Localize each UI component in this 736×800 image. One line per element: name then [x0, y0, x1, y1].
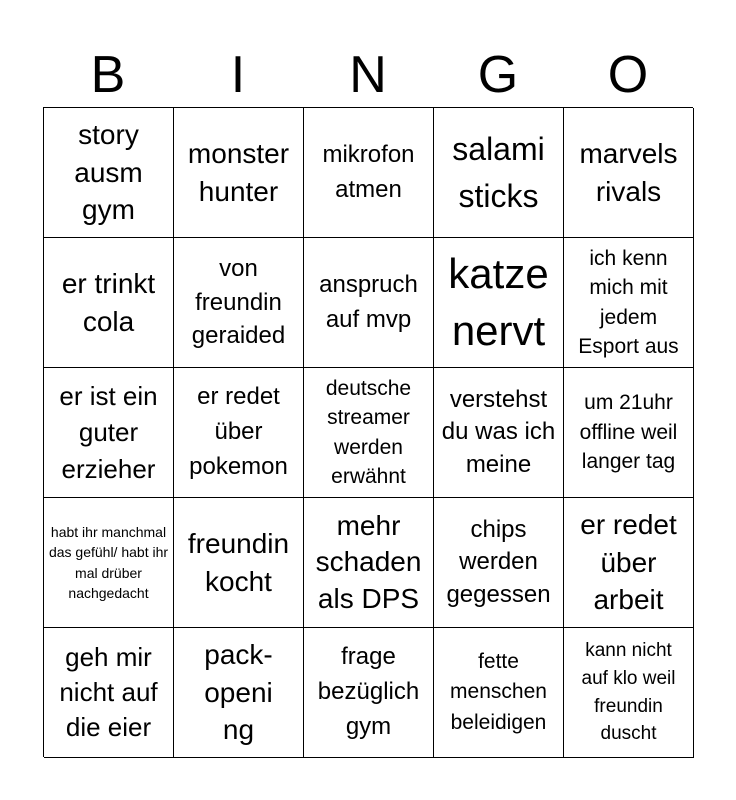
- bingo-cell[interactable]: [434, 368, 564, 498]
- cell-text: marvels rivals: [579, 137, 678, 207]
- cell-text: mikrofon atmen: [322, 140, 415, 203]
- bingo-cell[interactable]: [564, 368, 694, 498]
- cell-text: ich kenn mich mit jedem Esport aus: [578, 246, 679, 358]
- cell-text: story ausm gym: [74, 118, 143, 226]
- bingo-cell[interactable]: [44, 108, 174, 238]
- bingo-cell[interactable]: [174, 628, 304, 758]
- cell-text: kann nicht auf klo weil freundin duscht: [581, 640, 676, 745]
- bingo-cell[interactable]: [174, 238, 304, 368]
- cell-text: von freundin geraided: [191, 255, 286, 350]
- cell-text: frage bezüglich gym: [317, 643, 420, 740]
- bingo-cell[interactable]: [44, 628, 174, 758]
- cell-text: er ist ein guter erzieher: [59, 380, 158, 484]
- bingo-cell[interactable]: [174, 498, 304, 628]
- cell-text: monster hunter: [187, 137, 290, 207]
- cell-text: katze nervt: [448, 249, 549, 354]
- cell-text: freundin kocht: [187, 527, 290, 597]
- bingo-cell[interactable]: [174, 108, 304, 238]
- header-letter-n: N: [349, 46, 387, 104]
- bingo-cell[interactable]: [304, 368, 434, 498]
- bingo-cell[interactable]: [564, 108, 694, 238]
- bingo-cell[interactable]: [304, 628, 434, 758]
- cell-text: salami sticks: [452, 131, 545, 214]
- header-letter-o: O: [607, 46, 649, 104]
- bingo-card: [43, 107, 693, 757]
- bingo-cell[interactable]: [44, 498, 174, 628]
- header-letter-b: B: [90, 46, 126, 104]
- cell-text: er redet über arbeit: [580, 508, 677, 616]
- bingo-cell[interactable]: [434, 238, 564, 368]
- bingo-cell[interactable]: [174, 368, 304, 498]
- bingo-cell[interactable]: [304, 238, 434, 368]
- cell-text: er redet über pokemon: [189, 383, 288, 480]
- bingo-cell[interactable]: [44, 368, 174, 498]
- cell-text: habt ihr manchmal das gefühl/ habt ihr mal drüber nachgedacht: [48, 523, 169, 601]
- header-letter-i: I: [230, 46, 246, 104]
- cell-text: er trinkt cola: [61, 267, 156, 337]
- cell-text: verstehst du was ich meine: [441, 385, 556, 478]
- bingo-cell[interactable]: [564, 628, 694, 758]
- bingo-cell[interactable]: [304, 498, 434, 628]
- cell-text: um 21uhr offline weil langer tag: [579, 391, 678, 474]
- bingo-cell[interactable]: [304, 108, 434, 238]
- bingo-cell[interactable]: [44, 238, 174, 368]
- bingo-header: [43, 44, 693, 106]
- cell-text: chips werden gegessen: [446, 515, 551, 608]
- bingo-cell[interactable]: [434, 108, 564, 238]
- bingo-cell[interactable]: [564, 238, 694, 368]
- cell-text: anspruch auf mvp: [319, 270, 418, 333]
- bingo-cell[interactable]: [434, 628, 564, 758]
- cell-text: geh mir nicht auf die eier: [59, 641, 158, 743]
- header-letter-g: G: [477, 46, 519, 104]
- bingo-cell[interactable]: [434, 498, 564, 628]
- cell-text: deutsche streamer werden erwähnt: [325, 376, 412, 488]
- cell-text: fette menschen beleidigen: [450, 649, 547, 734]
- bingo-cell[interactable]: [564, 498, 694, 628]
- cell-text: pack-opening: [204, 638, 273, 746]
- cell-text: mehr schaden als DPS: [315, 509, 422, 614]
